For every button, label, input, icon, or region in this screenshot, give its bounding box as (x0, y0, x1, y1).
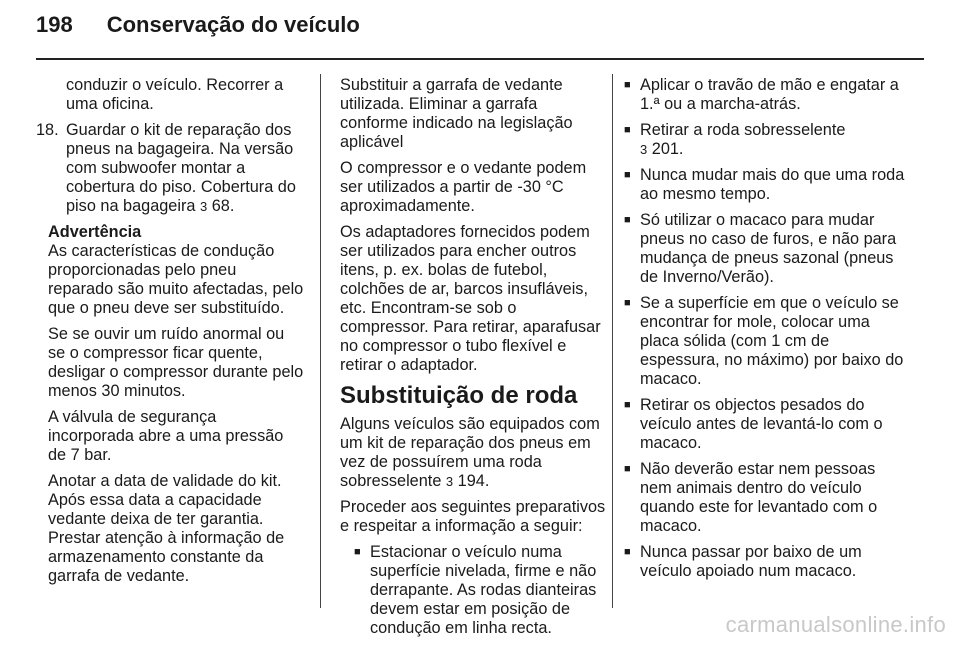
page-ref-icon: 3 (640, 142, 648, 157)
header-rule (36, 58, 924, 60)
bullet-text: Só utilizar o macaco para mudar pneus no caso de furos, e não para mudança de pneus sazonal (pneus de Inverno/Verão). (640, 211, 897, 286)
bullet-text: Aplicar o travão de mão e engatar a 1.ª ou a marcha-atrás. (640, 76, 899, 113)
list-item (624, 543, 906, 581)
page-ref-icon: 3 (199, 199, 208, 214)
bullet-icon: ■ (624, 546, 631, 558)
list-item-18 (36, 121, 304, 216)
bullet-icon: ■ (624, 214, 631, 226)
paragraph: O compressor e o vedante podem ser utilizados a partir de -30 °C aproximadamente. (340, 159, 587, 215)
paragraph: Alguns veículos são equipados com um kit de reparação dos pneus em vez de possuírem uma roda sobresselente 3 194. (340, 415, 600, 490)
column-1 (36, 76, 304, 593)
bullet-icon: ■ (624, 169, 631, 181)
bullet-text: Retirar os objectos pesados do veículo antes de levantá-lo com o macaco. (640, 396, 883, 452)
bullet-text: Não deverão estar nem pessoas nem animais dentro do veículo quando este for levantado com o macaco. (640, 460, 878, 535)
paragraph: Os adaptadores fornecidos podem ser utilizados para encher outros itens, p. ex. bolas de futebol, colchões de ar, barcos insufláveis, etc. Encontram-se sob o compressor. Para retirar, aparafusar no compressor o tubo flexível e retirar o adaptador. (340, 223, 601, 374)
bullet-icon: ■ (624, 297, 631, 309)
paragraph: Proceder aos seguintes preparativos e respeitar a informação a seguir: (340, 498, 606, 535)
page-title: Conservação do veículo (106, 12, 360, 37)
bullet-icon: ■ (624, 399, 631, 411)
paragraph: Anotar a data de validade do kit. Após essa data a capacidade vedante deixa de ter garantia. Prestar atenção à informação de armazenamento constante da garrafa de vedante. (48, 472, 285, 585)
item-text: Guardar o kit de reparação dos pneus na bagageira. Na versão com subwoofer montar a cobertura do piso. Cobertura do piso na bagageira 3 68. (66, 121, 296, 215)
list-item (624, 76, 906, 114)
bullet-text: Estacionar o veículo numa superfície nivelada, firme e não derrapante. As rodas dianteiras devem estar em posição de condução em linha recta. (370, 543, 597, 637)
page-number: 198 (36, 12, 73, 37)
bullet-icon: ■ (624, 463, 631, 475)
paragraph: A válvula de segurança incorporada abre a uma pressão de 7 bar. (48, 408, 284, 464)
paragraph: As características de condução proporcionadas pelo pneu reparado são muito afectadas, pelo que o pneu deve ser substituído. (48, 242, 304, 317)
warning-block (36, 223, 304, 586)
bullet-icon: ■ (624, 79, 631, 91)
bullet-icon: ■ (354, 546, 361, 558)
column-divider (612, 74, 613, 608)
bullet-text: Retirar a roda sobresselente 3 201. (640, 121, 846, 158)
section-heading: Substituição de roda (340, 382, 578, 409)
item-number: 18. (36, 121, 59, 139)
bullet-text: Se a superfície em que o veículo se encontrar for mole, colocar uma placa sólida (com 1 cm de espessura, no máximo) por baixo do macaco. (640, 294, 904, 388)
list-item (624, 211, 906, 287)
warning-title: Advertência (48, 223, 142, 241)
list-item (624, 294, 906, 389)
paragraph: Substituir a garrafa de vedante utilizada. Eliminar a garrafa conforme indicado na legislação aplicável (340, 76, 573, 151)
paragraph: Se se ouvir um ruído anormal ou se o compressor ficar quente, desligar o compressor durante pelo menos 30 minutos. (48, 325, 304, 400)
list-item (340, 543, 606, 638)
list-item (624, 460, 906, 536)
bullet-icon: ■ (624, 124, 631, 136)
column-3 (624, 76, 906, 588)
column-2 (340, 76, 606, 645)
list-item (624, 121, 906, 159)
continued-text: conduzir o veículo. Recorrer a uma oficina. (66, 76, 284, 113)
bullet-text: Nunca mudar mais do que uma roda ao mesmo tempo. (640, 166, 905, 203)
list-item (624, 396, 906, 453)
page-header (36, 12, 360, 52)
watermark: carmanualsonline.info (725, 612, 946, 637)
list-item (624, 166, 906, 204)
page-ref-icon: 3 (445, 474, 454, 489)
column-divider (320, 74, 321, 608)
bullet-text: Nunca passar por baixo de um veículo apoiado num macaco. (640, 543, 862, 580)
